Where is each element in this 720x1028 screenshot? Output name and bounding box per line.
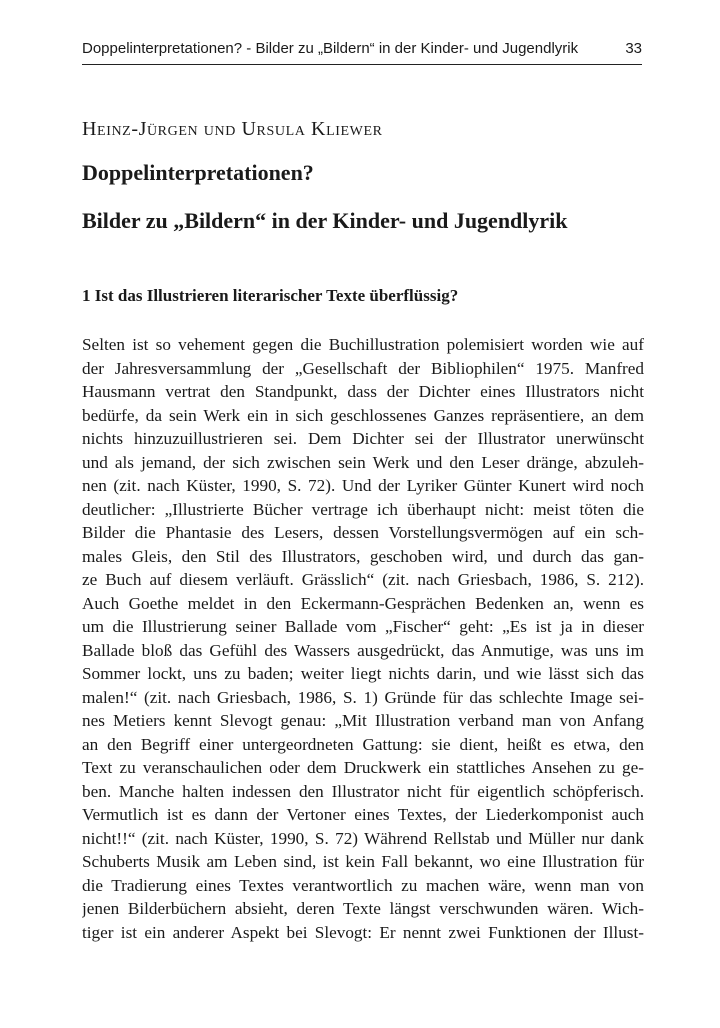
body-line: tiger ist ein anderer Aspekt bei Slevogt: Er nennt zwei Funktionen der Illust- xyxy=(82,922,644,942)
body-line: die Tradierung eines Textes verantwortlich zu machen wäre, wenn man von xyxy=(82,875,644,895)
article-authors: Heinz-Jürgen und Ursula Kliewer xyxy=(82,118,383,140)
article-title: Doppelinterpretationen? xyxy=(82,160,314,185)
body-line: Vermutlich ist es dann der Vertoner eines Textes, der Liederkomponist auch xyxy=(82,805,644,824)
body-line: Sommer lockt, uns zu baden; weiter liegt nichts darin, und wie lässt sich das xyxy=(82,664,644,683)
body-line: bedürfe, da sein Werk ein in sich geschlossenes Ganzes repräsentiere, an dem xyxy=(82,405,644,425)
article-subtitle: Bilder zu „Bildern“ in der Kinder- und Jugendlyrik xyxy=(82,208,568,233)
section-heading: 1 Ist das Illustrieren literarischer Texte überflüssig? xyxy=(82,286,459,305)
body-line: jenen Bilderbüchern absieht, deren Texte längst verschwunden wären. Wich- xyxy=(82,899,644,918)
body-line: der Jahresversammlung der „Gesellschaft der Bibliophilen“ 1975. Manfred xyxy=(82,358,644,378)
body-line: nes Metiers kennt Slevogt genau: „Mit Illustration verband man von Anfang xyxy=(82,711,644,730)
body-line: malen!“ (zit. nach Griesbach, 1986, S. 1) Gründe für das schlechte Image sei- xyxy=(82,687,644,707)
body-line: nicht!!“ (zit. nach Küster, 1990, S. 72) Während Rellstab und Müller nur dank xyxy=(82,828,644,848)
body-line: Selten ist so vehement gegen die Buchillustration polemisiert worden wie auf xyxy=(82,335,644,354)
body-line: nen (zit. nach Küster, 1990, S. 72). Und der Lyriker Günter Kunert wird noch xyxy=(82,476,644,495)
body-line: Schuberts Musik am Leben sind, ist kein Fall bekannt, wo eine Illustration für xyxy=(82,852,644,871)
body-line: deutlicher: „Illustrierte Bücher vertrage ich überhaupt nicht: meist töten die xyxy=(82,499,644,519)
body-line: Ballade bloß das Gefühl des Wassers ausgedrückt, das Anmutige, was uns im xyxy=(82,640,644,660)
body-line: nichts hinzuzuillustrieren sei. Dem Dichter sei der Illustrator unerwünscht xyxy=(82,429,644,448)
body-line: Hausmann vertrat den Standpunkt, dass der Dichter eines Illustrators nicht xyxy=(82,382,644,401)
body-line: an den Begriff einer untergeordneten Gattung: sie dient, heißt es etwa, den xyxy=(82,734,644,754)
body-line: ze Buch auf diesem verläuft. Grässlich“ (zit. nach Griesbach, 1986, S. 212). xyxy=(82,570,644,589)
body-line: Text zu veranschaulichen oder dem Druckwerk ein stattliches Ansehen zu ge- xyxy=(82,758,644,777)
page-number: 33 xyxy=(625,40,642,57)
body-line: ben. Manche halten indessen den Illustrator nicht für eigentlich schöpferisch. xyxy=(82,781,644,801)
body-line: und als jemand, der sich zwischen sein Werk und den Leser dränge, abzuleh- xyxy=(82,452,644,472)
body-line: males Gleis, den Stil des Illustrators, geschoben wird, und durch das gan- xyxy=(82,546,644,566)
body-text xyxy=(82,333,644,944)
body-line: Auch Goethe meldet in den Eckermann-Gesprächen Bedenken an, wenn es xyxy=(82,593,644,613)
body-line: Bilder die Phantasie des Lesers, dessen Vorstellungsvermögen auf ein sch- xyxy=(82,523,644,542)
body-line: um die Illustrierung seiner Ballade vom „Fischer“ geht: „Es ist ja in dieser xyxy=(82,617,644,636)
running-head xyxy=(82,38,642,65)
running-head-title: Doppelinterpretationen? - Bilder zu „Bildern“ in der Kinder- und Jugendlyrik xyxy=(82,40,579,57)
